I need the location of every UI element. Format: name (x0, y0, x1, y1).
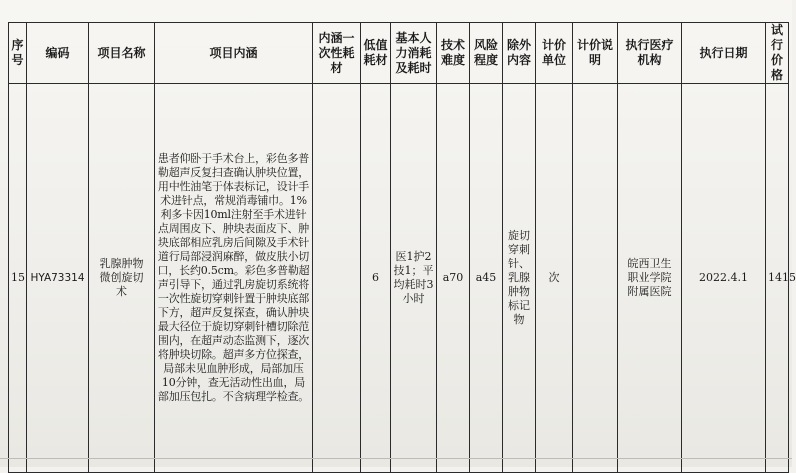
header-included-materials: 内涵一次性耗材 (313, 23, 361, 84)
header-pricing-note: 计价说明 (573, 23, 618, 84)
cell-trial-price: 1415 (766, 84, 789, 473)
header-exclusions: 除外内容 (503, 23, 536, 84)
header-exec-date: 执行日期 (682, 23, 766, 84)
cell-labor: 医1护2技1；平均耗时3小时 (391, 84, 437, 473)
header-risk-level: 风险程度 (470, 23, 503, 84)
cell-risk-level: a45 (470, 84, 503, 473)
cell-exclusions: 旋切穿刺针、乳腺肿物标记物 (503, 84, 536, 473)
header-content: 项目内涵 (155, 23, 313, 84)
header-labor: 基本人力消耗及耗时 (391, 23, 437, 84)
cell-code: HYA73314 (27, 84, 89, 473)
header-tech-difficulty: 技术难度 (437, 23, 470, 84)
header-institution: 执行医疗机构 (618, 23, 682, 84)
cell-pricing-note (573, 84, 618, 473)
medical-service-price-table (8, 22, 796, 473)
cell-tech-difficulty: a70 (437, 84, 470, 473)
cell-name: 乳腺肿物微创旋切术 (89, 84, 155, 473)
header-name: 项目名称 (89, 23, 155, 84)
table-row (9, 84, 789, 473)
header-low-value-materials: 低值耗材 (361, 23, 391, 84)
page-bottom-edge (0, 458, 792, 459)
cell-institution: 皖西卫生职业学院附属医院 (618, 84, 682, 473)
cell-content: 患者仰卧于手术台上，彩色多普勒超声反复扫查确认肿块位置，用中性油笔于体表标记，设计手术进针点，常规消毒铺巾。1%利多卡因10ml注射至手术进针点周围皮下、肿块表面皮下、肿块底部相应乳房后间隙及手术针道行局部浸润麻醉，做皮肤小切口，长约0.5cm。彩色多普勒超声引导下，通过乳房旋切系统将一次性旋切穿刺针置于肿块底部下方，超声反复探查，确认肿块最大径位于旋切穿刺针槽切除范围内，在超声动态监测下，逐次将肿块切除。超声多方位探查，局部未见血肿形成，局部加压10分钟，查无活动性出血，局部加压包扎。不含病理学检查。 (155, 84, 313, 473)
cell-included-materials (313, 84, 361, 473)
table-header-row (9, 23, 789, 84)
cell-seq: 15 (9, 84, 27, 473)
cell-exec-date: 2022.4.1 (682, 84, 766, 473)
header-code: 编码 (27, 23, 89, 84)
cell-low-value-materials: 6 (361, 84, 391, 473)
header-unit: 计价单位 (536, 23, 573, 84)
cell-unit: 次 (536, 84, 573, 473)
header-trial-price: 试行价格 (766, 23, 789, 84)
header-seq: 序号 (9, 23, 27, 84)
